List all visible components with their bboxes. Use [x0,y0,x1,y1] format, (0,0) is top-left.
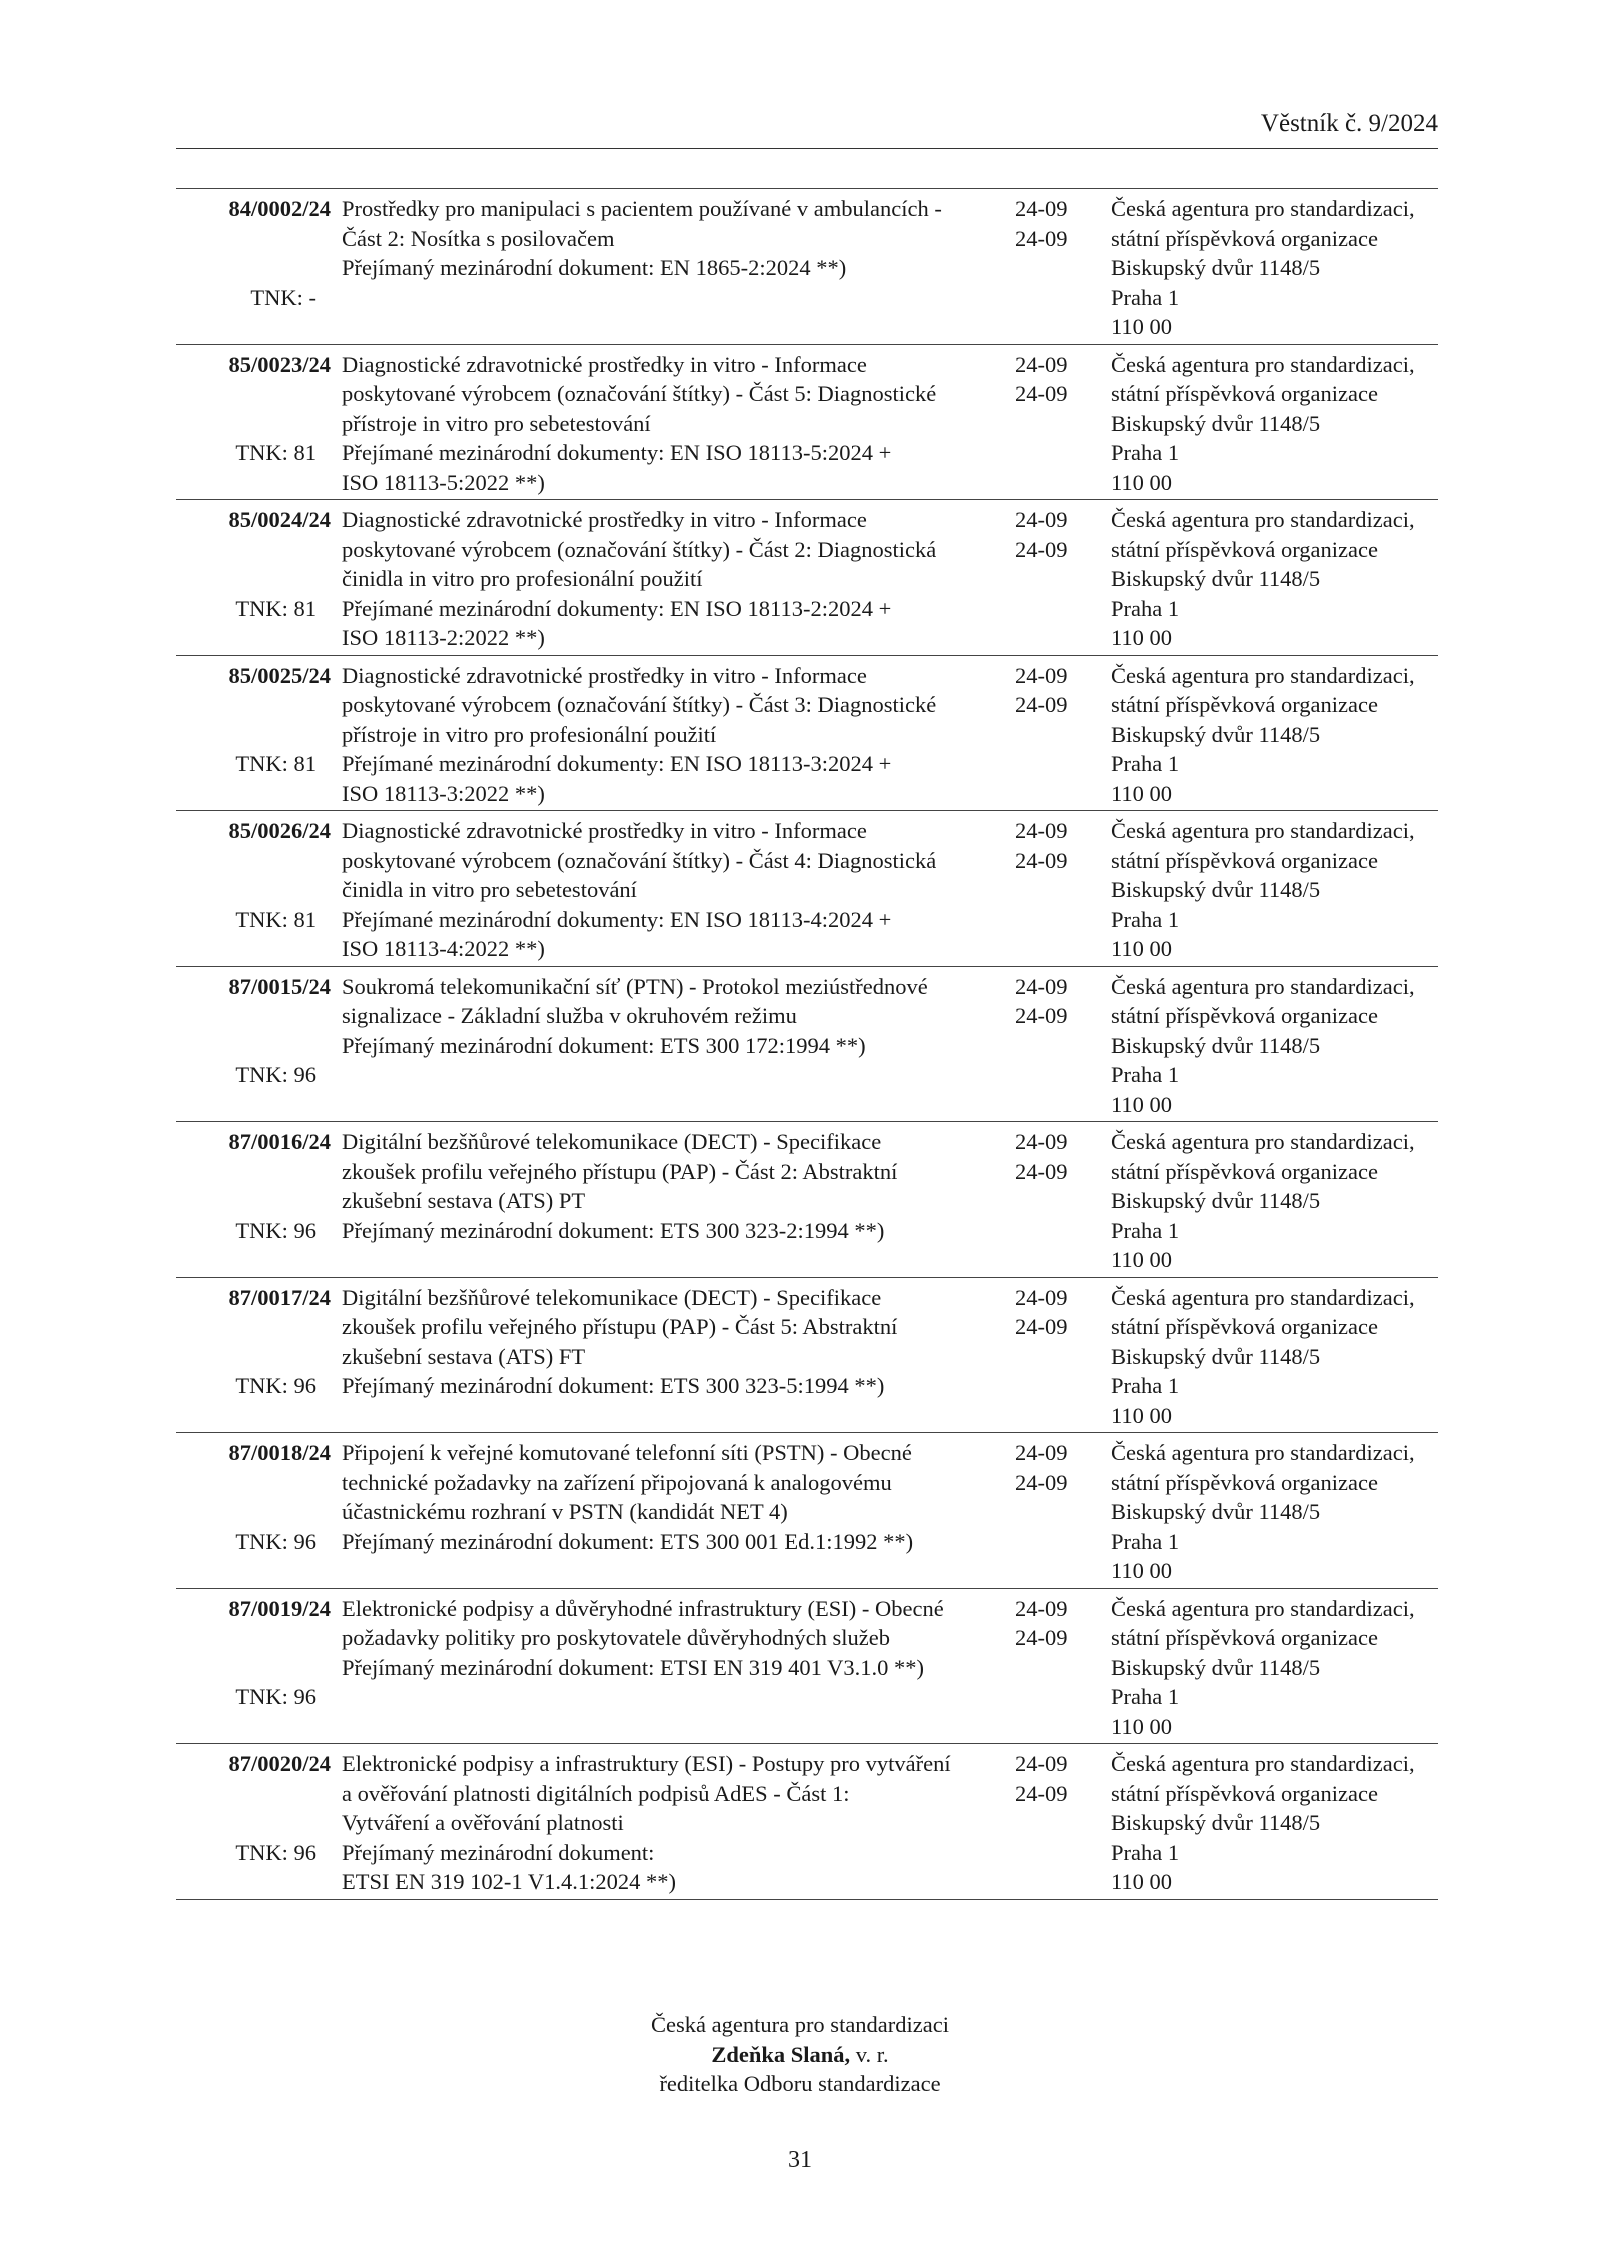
organization-line: Praha 1 [1111,751,1180,776]
signature-name-line [0,2040,1600,2070]
row-description-cell [331,661,1015,809]
signature-block [0,2010,1600,2099]
organization-line: Praha 1 [1111,1684,1180,1709]
date-value: 24-09 [1015,196,1068,221]
organization-line: státní příspěvková organizace [1111,1780,1378,1806]
row-description-cell [331,816,1015,964]
row-description-cell [331,1127,1015,1275]
description-line: zkoušek profilu veřejného přístupu (PAP) - Část 5: Abstraktní [342,1314,898,1339]
standard-id: 87/0018/24 [228,1440,331,1465]
organization-line: Česká agentura pro standardizaci, [1111,1440,1415,1465]
standard-id: 87/0015/24 [228,973,331,999]
organization-line: 110 00 [1111,1713,1173,1739]
standard-id: 85/0024/24 [228,507,331,532]
description-line: Prostředky pro manipulaci s pacientem používané v ambulancích - [342,196,942,221]
date-value: 24-09 [1015,1780,1068,1806]
date-value: 24-09 [1015,1003,1068,1028]
description-line: Elektronické podpisy a infrastruktury (ESI) - Postupy pro vytváření [342,1751,951,1776]
description-line: Soukromá telekomunikační síť (PTN) - Protokol meziústřednové [342,973,928,999]
description-line: Přejímaný mezinárodní dokument: ETS 300 001 Ed.1:1992 **) [342,1528,914,1554]
description-line: ETSI EN 319 102-1 V1.4.1:2024 **) [342,1869,676,1894]
date-value: 24-09 [1015,536,1068,562]
row-organization-cell [1111,194,1438,342]
table-row [176,1588,1438,1744]
date-value: 24-09 [1015,1314,1068,1339]
row-organization-cell [1111,816,1438,964]
table-row [176,1743,1438,1900]
tnk-label: TNK: 96 [235,1373,316,1398]
row-description-cell [331,194,1015,342]
description-line: poskytované výrobcem (označování štítky) - Část 5: Diagnostické [342,381,937,406]
table-row [176,1432,1438,1588]
description-line: Přejímaný mezinárodní dokument: ETSI EN 319 401 V3.1.0 **) [342,1654,925,1680]
date-value: 24-09 [1015,225,1068,251]
description-line: Vytváření a ověřování platnosti [342,1810,624,1835]
date-value: 24-09 [1015,692,1068,717]
row-date-cell [1015,1594,1111,1742]
row-description-cell [331,1594,1015,1742]
organization-line: státní příspěvková organizace [1111,225,1378,251]
row-number-cell [176,350,331,498]
table-row [176,344,1438,500]
organization-line: státní příspěvková organizace [1111,692,1378,717]
signature-org: Česká agentura pro standardizaci [651,2012,949,2037]
date-value: 24-09 [1015,1440,1068,1465]
row-number-cell [176,194,331,342]
organization-line: Česká agentura pro standardizaci, [1111,662,1415,688]
standard-id: 87/0016/24 [228,1129,331,1154]
description-line: Digitální bezšňůrové telekomunikace (DECT) - Specifikace [342,1129,882,1154]
table-row [176,810,1438,966]
description-line: přístroje in vitro pro profesionální použití [342,721,717,747]
organization-line: státní příspěvková organizace [1111,1003,1378,1028]
row-organization-cell [1111,1438,1438,1586]
row-number-cell [176,1283,331,1431]
row-number-cell [176,661,331,809]
standard-id: 84/0002/24 [228,196,331,221]
standard-id: 87/0017/24 [228,1284,331,1310]
description-line: Přejímané mezinárodní dokumenty: EN ISO 18113-4:2024 + [342,906,892,932]
description-line: Diagnostické zdravotnické prostředky in vitro - Informace [342,351,867,377]
description-line: Digitální bezšňůrové telekomunikace (DECT) - Specifikace [342,1284,882,1310]
organization-line: 110 00 [1111,314,1173,339]
row-date-cell [1015,1127,1111,1275]
description-line: a ověřování platnosti digitálních podpisů AdES - Část 1: [342,1780,850,1806]
organization-line: státní příspěvková organizace [1111,381,1378,406]
table-row [176,966,1438,1122]
organization-line: 110 00 [1111,1558,1173,1583]
row-number-cell [176,1438,331,1586]
standard-id: 85/0026/24 [228,818,331,843]
row-description-cell [331,1749,1015,1897]
description-line: Přejímané mezinárodní dokumenty: EN ISO 18113-5:2024 + [342,440,892,465]
description-line: Přejímaný mezinárodní dokument: ETS 300 323-5:1994 **) [342,1373,885,1398]
table-row [176,1121,1438,1277]
organization-line: Biskupský dvůr 1148/5 [1111,255,1321,280]
organization-line: Praha 1 [1111,1839,1180,1865]
row-date-cell [1015,1283,1111,1431]
organization-line: 110 00 [1111,1869,1173,1894]
signatory-suffix: v. r. [850,2041,889,2067]
standard-id: 85/0025/24 [228,662,331,688]
description-line: Přejímané mezinárodní dokumenty: EN ISO 18113-2:2024 + [342,595,892,621]
description-line: činidla in vitro pro profesionální použití [342,566,703,591]
organization-line: Biskupský dvůr 1148/5 [1111,1810,1321,1835]
row-description-cell [331,1283,1015,1431]
row-number-cell [176,1749,331,1897]
organization-line: Praha 1 [1111,1373,1180,1398]
description-line: Přejímaný mezinárodní dokument: ETS 300 323-2:1994 **) [342,1217,885,1243]
date-value: 24-09 [1015,973,1068,999]
organization-line: státní příspěvková organizace [1111,1469,1378,1495]
description-line: poskytované výrobcem (označování štítky) - Část 4: Diagnostická [342,847,937,873]
date-value: 24-09 [1015,507,1068,532]
journal-title: Věstník č. 9/2024 [1260,110,1438,137]
organization-line: Praha 1 [1111,1062,1180,1087]
organization-line: Praha 1 [1111,1217,1180,1243]
organization-line: Česká agentura pro standardizaci, [1111,1284,1415,1310]
description-line: Diagnostické zdravotnické prostředky in vitro - Informace [342,507,867,532]
signatory-role: ředitelka Odboru standardizace [659,2071,941,2096]
organization-line: Česká agentura pro standardizaci, [1111,1129,1415,1154]
organization-line: 110 00 [1111,469,1173,495]
organization-line: 110 00 [1111,1402,1173,1428]
date-value: 24-09 [1015,1595,1068,1621]
tnk-label: TNK: 96 [235,1684,316,1709]
date-value: 24-09 [1015,1158,1068,1184]
organization-line: Česká agentura pro standardizaci, [1111,1595,1415,1621]
row-date-cell [1015,972,1111,1120]
description-line: Připojení k veřejné komutované telefonní síti (PSTN) - Obecné [342,1440,912,1465]
row-description-cell [331,1438,1015,1586]
organization-line: Česká agentura pro standardizaci, [1111,351,1415,377]
organization-line: 110 00 [1111,625,1173,650]
tnk-label: TNK: 81 [235,595,316,621]
organization-line: Česká agentura pro standardizaci, [1111,196,1415,221]
organization-line: státní příspěvková organizace [1111,1625,1378,1650]
organization-line: Praha 1 [1111,440,1180,465]
description-line: Přejímaný mezinárodní dokument: ETS 300 172:1994 **) [342,1032,866,1058]
organization-line: státní příspěvková organizace [1111,1158,1378,1184]
tnk-label: TNK: 96 [235,1839,316,1865]
tnk-label: TNK: 96 [235,1062,316,1087]
date-value: 24-09 [1015,1284,1068,1310]
table-row [176,1277,1438,1433]
row-date-cell [1015,816,1111,964]
organization-line: Praha 1 [1111,906,1180,932]
organization-line: Biskupský dvůr 1148/5 [1111,1654,1321,1680]
date-value: 24-09 [1015,1469,1068,1495]
organization-line: 110 00 [1111,936,1173,961]
date-value: 24-09 [1015,1129,1068,1154]
description-line: Diagnostické zdravotnické prostředky in vitro - Informace [342,818,867,843]
organization-line: Biskupský dvůr 1148/5 [1111,721,1321,747]
standard-id: 85/0023/24 [228,351,331,377]
description-line: ISO 18113-3:2022 **) [342,780,545,806]
table-row [176,499,1438,655]
organization-line: Biskupský dvůr 1148/5 [1111,1499,1321,1524]
description-line: přístroje in vitro pro sebetestování [342,410,651,436]
date-value: 24-09 [1015,818,1068,843]
organization-line: 110 00 [1111,780,1173,806]
tnk-label: TNK: 96 [235,1217,316,1243]
row-organization-cell [1111,350,1438,498]
row-date-cell [1015,1749,1111,1897]
row-number-cell [176,1127,331,1275]
organization-line: 110 00 [1111,1091,1173,1117]
row-number-cell [176,1594,331,1742]
description-line: ISO 18113-4:2022 **) [342,936,545,961]
row-organization-cell [1111,1749,1438,1897]
description-line: poskytované výrobcem (označování štítky) - Část 3: Diagnostické [342,692,937,717]
tnk-label: TNK: 96 [235,1528,316,1554]
table-row [176,655,1438,811]
date-value: 24-09 [1015,847,1068,873]
organization-line: Biskupský dvůr 1148/5 [1111,1343,1321,1369]
organization-line: Česká agentura pro standardizaci, [1111,507,1415,532]
description-line: Elektronické podpisy a důvěryhodné infrastruktury (ESI) - Obecné [342,1595,944,1621]
organization-line: Biskupský dvůr 1148/5 [1111,410,1321,436]
description-line: Část 2: Nosítka s posilovačem [342,225,615,251]
standard-id: 87/0020/24 [228,1751,331,1776]
tnk-label: TNK: 81 [235,751,316,776]
organization-line: Biskupský dvůr 1148/5 [1111,1032,1321,1058]
description-line: signalizace - Základní služba v okruhovém režimu [342,1003,797,1028]
table-row [176,188,1438,344]
row-organization-cell [1111,1283,1438,1431]
description-line: účastnickému rozhraní v PSTN (kandidát NET 4) [342,1499,788,1524]
organization-line: 110 00 [1111,1247,1173,1272]
organization-line: Česká agentura pro standardizaci, [1111,1751,1415,1776]
tnk-label: TNK: 81 [235,906,316,932]
description-line: ISO 18113-2:2022 **) [342,625,545,650]
organization-line: Praha 1 [1111,1528,1180,1554]
row-number-cell [176,505,331,653]
row-date-cell [1015,350,1111,498]
description-line: Přejímaný mezinárodní dokument: [342,1839,655,1865]
row-date-cell [1015,661,1111,809]
description-line: zkušební sestava (ATS) FT [342,1343,586,1369]
description-line: činidla in vitro pro sebetestování [342,877,637,902]
organization-line: Biskupský dvůr 1148/5 [1111,877,1321,902]
row-organization-cell [1111,972,1438,1120]
row-description-cell [331,505,1015,653]
row-date-cell [1015,505,1111,653]
description-line: technické požadavky na zařízení připojovaná k analogovému [342,1469,892,1495]
row-description-cell [331,972,1015,1120]
row-number-cell [176,816,331,964]
standard-id: 87/0019/24 [228,1595,331,1621]
date-value: 24-09 [1015,1751,1068,1776]
organization-line: Praha 1 [1111,284,1180,310]
tnk-label: TNK: - [250,284,316,310]
signatory-name: Zdeňka Slaná, [711,2041,851,2067]
description-line: Přejímaný mezinárodní dokument: EN 1865-2:2024 **) [342,255,847,280]
row-description-cell [331,350,1015,498]
description-line: poskytované výrobcem (označování štítky) - Část 2: Diagnostická [342,536,937,562]
tnk-label: TNK: 81 [235,440,316,465]
standards-table [176,188,1438,1900]
date-value: 24-09 [1015,662,1068,688]
row-organization-cell [1111,1594,1438,1742]
description-line: Přejímané mezinárodní dokumenty: EN ISO 18113-3:2024 + [342,751,892,776]
date-value: 24-09 [1015,351,1068,377]
organization-line: Praha 1 [1111,595,1180,621]
row-date-cell [1015,1438,1111,1586]
organization-line: Česká agentura pro standardizaci, [1111,973,1415,999]
row-organization-cell [1111,661,1438,809]
row-organization-cell [1111,1127,1438,1275]
description-line: zkušební sestava (ATS) PT [342,1188,586,1213]
description-line: Diagnostické zdravotnické prostředky in vitro - Informace [342,662,867,688]
page-number: 31 [788,2147,812,2173]
organization-line: Biskupský dvůr 1148/5 [1111,1188,1321,1213]
description-line: zkoušek profilu veřejného přístupu (PAP) - Část 2: Abstraktní [342,1158,898,1184]
date-value: 24-09 [1015,1625,1068,1650]
organization-line: státní příspěvková organizace [1111,536,1378,562]
organization-line: Biskupský dvůr 1148/5 [1111,566,1321,591]
organization-line: Česká agentura pro standardizaci, [1111,818,1415,843]
date-value: 24-09 [1015,381,1068,406]
row-number-cell [176,972,331,1120]
organization-line: státní příspěvková organizace [1111,1314,1378,1339]
description-line: ISO 18113-5:2022 **) [342,469,545,495]
organization-line: státní příspěvková organizace [1111,847,1378,873]
description-line: požadavky politiky pro poskytovatele důvěryhodných služeb [342,1625,890,1650]
row-date-cell [1015,194,1111,342]
row-organization-cell [1111,505,1438,653]
page-header [176,112,1438,149]
